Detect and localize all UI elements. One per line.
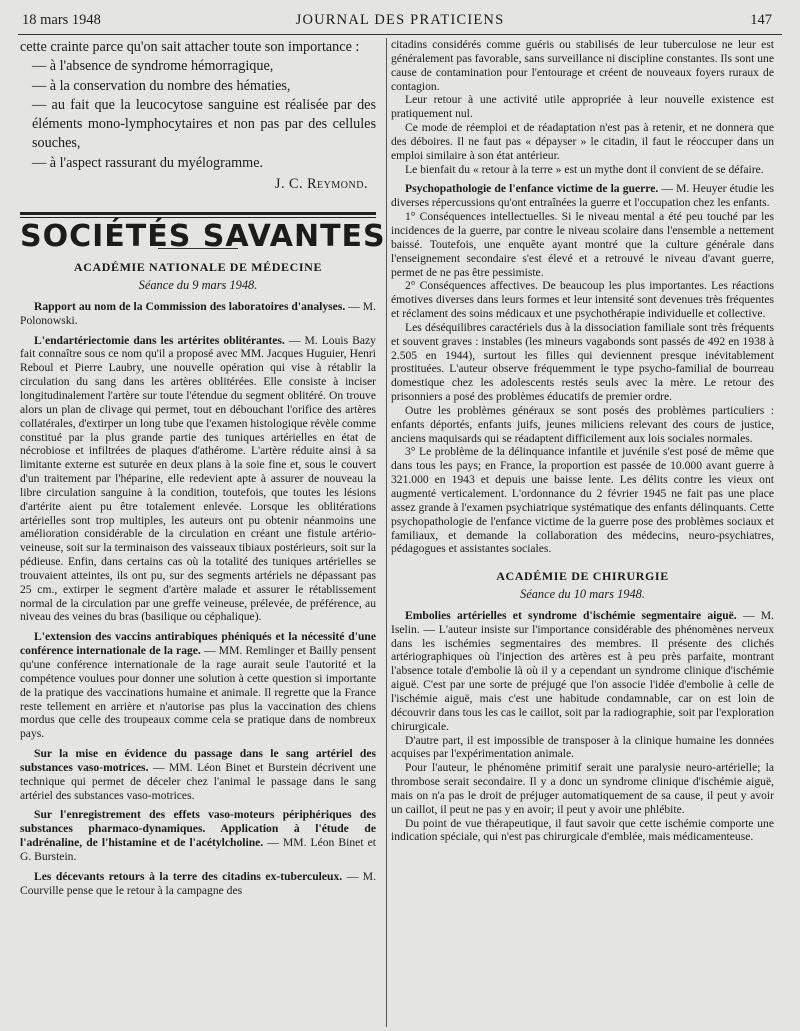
entry-title: L'extension des vaccins antirabiques phéniqués et la nécessité d'une conférence internationale de la rage. (20, 630, 376, 658)
paragraph: D'autre part, il est impossible de transposer à la clinique humaine les données acquises par l'expérimentation animale. (391, 733, 774, 761)
report-entry (20, 808, 376, 863)
paragraph: Leur retour à une activité utile appropriée à leur nouvelle existence est pratiquement nul. (391, 93, 774, 121)
entry-body: — M. Polonowski. (20, 299, 376, 327)
entry-body: — MM. Léon Binet et Burstein décrivent une technique qui permet de déceler chez l'animal le passage dans le sang artériel des substances vaso-motrices. (20, 760, 376, 802)
paragraph: Pour l'auteur, le phénomène primitif serait une paralysie neuro-artérielle; la thrombose serait secondaire. Il y a donc un syndrome clinique d'ischémie aiguë, mais on n'a pas le droit de préjuger automatiquement de sa cause, il peut y avoir un caillot, il peut ne pas y en avoir; il peut y avoir une phlébite. (391, 761, 774, 816)
entry-body: — M. Heuyer étudie les diverses répercussions qu'ont entraînées la guerre et l'occupation chez les enfants. (391, 182, 774, 210)
paragraph: 1° Conséquences intellectuelles. Si le niveau mental a été peu touché par les incidences de la guerre, par contre le niveau scolaire dans l'ensemble a nettement baissé. Toutefois, une enquête ayant montré que la culture générale dans l'enseignement secondaire s'est élevé et a retrouvé le niveau d'avant guerre, permet de ne pas être pessimiste. (391, 210, 774, 279)
page-number: 147 (750, 12, 772, 28)
entry-title: Psychopathologie de l'enfance victime de la guerre. (405, 182, 659, 196)
report-entry (20, 870, 376, 898)
conclusion-item: — à la conservation du nombre des hématies, (32, 77, 291, 94)
author-signature: J. C. Reymond. (274, 176, 368, 193)
paragraph: Le bienfait du « retour à la terre » est un mythe dont il convient de se défaire. (405, 162, 764, 176)
report-entry (20, 747, 376, 802)
report-entry (20, 334, 376, 625)
academy-heading: ACADÉMIE NATIONALE DE MÉDECINE (73, 260, 323, 275)
conclusion-item: — à l'absence de syndrome hémorragique, (32, 58, 274, 75)
section-title: SOCIÉTÉS SAVANTES (20, 219, 386, 255)
entry-title: L'endartériectomie dans les artérites oblitérantes. (34, 333, 285, 347)
article-conclusion (20, 38, 376, 194)
paragraph: Ce mode de réemploi et de réadaptation n'est pas à retenir, et ne donnera que des déboires. Il ne faut pas « dépayser » le citadin, il faut le réoccuper dans un emploi similaire à son état antérieur. (391, 121, 774, 162)
paragraph: citadins considérés comme guéris ou stabilisés de leur tuberculose ne leur est généralement pas favorable, sans surveillance ni discipline constantes. Ils sont une cause de contamination pour l'entourage et créent de nouveaux foyers ruraux de contagion. (391, 38, 774, 93)
conclusion-line: cette crainte parce qu'on sait attacher toute son importance : (20, 39, 360, 55)
report-entry (391, 182, 774, 210)
entry-title: Sur la mise en évidence du passage dans le sang artériel des substances vaso-motrices. (20, 747, 376, 774)
entry-body: — M. Courville pense que le retour à la campagne des (20, 869, 376, 897)
report-entry (391, 609, 774, 734)
entry-body: — MM. Léon Binet et G. Burstein. (20, 836, 376, 863)
running-header (22, 8, 778, 32)
entry-title: Sur l'enregistrement des effets vaso-moteurs périphériques des substances pharmaco-dynamiques. Application à l'étude de l'adrénaline, de l'histamine et de l'acétylcholine. (20, 808, 376, 850)
paragraph: Les déséquilibres caractériels dus à la dissociation familiale sont très fréquents et souvent graves : instables (les mineurs vagabonds sont passés de 492 en 1938 à 2.505 en 1944), surtout les filles qui deviennent presque inévitablement prostituées. L'auteur observe fréquemment le type psycho-familial de bourreau domestique chez les adolescents restés seuls avec la mère. Le retour des prisonniers a posé des problèmes éducatifs de premier ordre. (391, 320, 774, 404)
entry-body: — M. Louis Bazy fait connaître sous ce nom qu'il a proposé avec MM. Jacques Huguier, Henri Reboul et Pierre Laubry, une nouvelle opération qui vise à rétablir la circulation du sang dans les artères oblitérées. Elle consiste à inciser longitudinalement l'artère sur toute l'étendue du segment oblitéré. On trouve alors un plan de clivage qui permet, tout en débouchant l'orifice des artères collatérales, d'extirper un long tube que l'examen histologique révèle comme constitué par la plus grande partie des tuniques artérielles en état de nécrobiose et infiltrées de plaques d'athérome. L'artère réduite ainsi à sa limitante externe est suturée en deux plans à la soie fine et, sous le couvert d'un traitement par l'héparine, elle redevient apte à assurer de nouveau la libre circulation sanguine à la condition, toutefois, que toutes les lésions d'artérite aient pu être totalement enlevée. Lorsque les oblitérations artérielles sont trop multiples, les auteurs ont pu obtenir néanmoins une amélioration considérable de la circulation en créant une fistule artério-veineuse, soit sur la terminaison des vaisseaux tibiaux postérieurs, soit sur la pédieuse. Enfin, dans certains cas où la totalité des tuniques artérielles se trouvaient atteintes, ils ont pu, sur des segments artériels ne dépassant pas 25 cm., extirper le segment d'artère malade et assurer le rétablissement normal de la circulation par une greffe veineuse, prélevée, de préférence, au niveau des veines du bras (basilique ou céphalique). (20, 333, 376, 624)
report-entry (20, 300, 376, 328)
conclusion-item: — à l'aspect rassurant du myélogramme. (32, 154, 264, 171)
report-entry (20, 630, 376, 741)
academy-heading: ACADÉMIE DE CHIRURGIE (496, 569, 669, 584)
journal-title: JOURNAL DES PRATICIENS (295, 12, 505, 28)
session-date: Séance du 9 mars 1948. (138, 278, 258, 293)
paragraph: Outre les problèmes généraux se sont posés des problèmes particuliers : enfants déportés, enfants juifs, jeunes miliciens relevant des cours de justice, anciens maquisards qui se réadaptent difficilement aux lois sociales normales. (391, 403, 774, 445)
column-divider (386, 38, 387, 1027)
session-date: Séance du 10 mars 1948. (520, 587, 645, 602)
conclusion-item: — au fait que la leucocytose sanguine est réalisée par des éléments mono-lymphocytaires et non pas par des cellules souches, (32, 96, 376, 152)
header-date: 18 mars 1948 (22, 12, 101, 28)
entry-title: Les décevants retours à la terre des citadins ex-tuberculeux. (34, 869, 343, 883)
entry-body: — M. Iselin. — L'auteur insiste sur l'importance considérable des phénomènes nerveux dans les ischémies segmentaires des membres. Il présente des clichés artériographiques où l'injection des artères est à peu près parfaite, montrant l'absence totale d'embolie là où il y a cependant un syndrome clinique d'ischémie aiguë. C'est par une sorte de préjugé que l'on associe l'idée d'embolie à celle de l'ischémie aiguë, mais c'est une habitude condamnable, car on est loin de découvrir dans tous les cas le caillot, soit par la radiographie, soit par l'exploration chirurgicale. (391, 608, 774, 733)
paragraph: 2° Conséquences affectives. De beaucoup les plus importantes. Les réactions émotives diverses dans leurs formes et leur intensité sont devenues très fréquentes et réclament des soins médicaux et une psychothérapie individuelle et collective. (391, 279, 774, 321)
left-column (20, 38, 386, 898)
header-rule (18, 34, 782, 35)
entry-body: — MM. Remlinger et Bailly pensent qu'une conférence internationale de la rage aurait seule l'autorité et la compétence voulues pour donner une solution à cette question si importante de la pratique des vaccinations humaine et animale. Il regrette que la France reste tellement en arrière et n'autorise pas plus la vaccination des chiens mordus que celle des troupeaux comme cela se pratique dans de nombreux pays. (20, 644, 376, 741)
right-column (391, 38, 774, 844)
paragraph: 3° Le problème de la délinquance infantile et juvénile s'est posé de même que dans tous les pays; en France, la proportion est passée de 10.000 avant guerre à 321.000 en 1943 et depuis une baisse lente. Les délits contre les vieux ont augmenté verticalement. L'ordonnance du 2 février 1945 ne fait pas une place assez grande à l'examen psychiatrique systématique des enfants délinquants. Cette psychopathologie de l'enfance victime de la guerre pose des problèmes sociaux et familiaux, et demande la collaboration des médecins, neuro-psychiatres, pédagogues et assistantes sociales. (391, 445, 774, 556)
entry-title: Embolies artérielles et syndrome d'ischémie segmentaire aiguë. (405, 608, 737, 622)
entry-title: Rapport au nom de la Commission des laboratoires d'analyses. (34, 299, 346, 313)
section-double-rule (20, 212, 376, 218)
paragraph: Du point de vue thérapeutique, il faut savoir que cette ischémie comporte une indication spéciale, qui n'est pas chirurgicale d'emblée, mais médicamenteuse. (391, 816, 774, 844)
